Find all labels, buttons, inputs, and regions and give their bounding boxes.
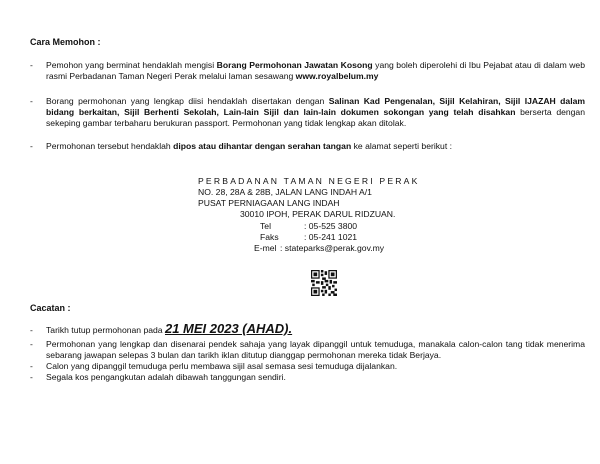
- text-run: Borang permohonan yang lengkap diisi hendaklah disertakan dengan: [46, 96, 329, 106]
- text-run: berserta dengan sekeping gambar terbaharu berukuran passport. Permohonan yang tidak lengkap akan ditolak.: [46, 107, 585, 128]
- form-name: Borang Permohonan Jawatan Kosong: [216, 60, 373, 70]
- email-label: E-mel: [254, 243, 277, 253]
- list-item: [30, 141, 585, 152]
- text-run: yang boleh diperolehi di Ibu Pejabat atau di dalam web rasmi Perbadanan Taman Negeri Perak melalui laman sesawang: [46, 60, 585, 81]
- bullet-text: [46, 60, 585, 82]
- bullet-dash: -: [30, 372, 33, 382]
- bullet-dash: -: [30, 96, 33, 106]
- address-line: 30010 IPOH, PERAK DARUL RIDZUAN.: [240, 209, 396, 219]
- submission-method: dipos atau dihantar dengan serahan tangan: [173, 141, 352, 151]
- bullet-text: [46, 323, 585, 336]
- list-item: [30, 323, 585, 336]
- bullet-text: Calon yang dipanggil temuduga perlu membawa sijil asal semasa sesi temuduga dijalankan.: [46, 361, 398, 371]
- bullet-text: Permohonan yang lengkap dan disenarai pendek sahaja yang layak dipanggil untuk temuduga, manakala calon-calon tang tidak menerima sebarang jawapan selepas 3 bulan dan tarikh iklan ditutup dianggap permohonan mereka tidak Berjaya.: [46, 339, 585, 360]
- bullet-dash: -: [30, 325, 33, 335]
- faks-label: Faks: [260, 232, 279, 242]
- organisation-name: PERBADANAN TAMAN NEGERI PERAK: [198, 176, 420, 186]
- faks-value: : 05-241 1021: [304, 232, 358, 242]
- closing-date: 21 MEI 2023 (AHAD).: [164, 321, 293, 336]
- bullet-dash: -: [30, 339, 33, 349]
- text-run: Permohonan tersebut hendaklah: [46, 141, 174, 151]
- email-value: : stateparks@perak.gov.my: [280, 243, 385, 253]
- bullet-text: Segala kos pengangkutan adalah dibawah tanggungan sendiri.: [46, 372, 286, 382]
- bullet-dash: -: [30, 361, 33, 371]
- tel-label: Tel: [260, 221, 271, 231]
- cacatan-heading: Cacatan :: [30, 303, 71, 313]
- list-item: [30, 60, 585, 82]
- text-run: Pemohon yang berminat hendaklah mengisi: [46, 60, 217, 70]
- address-line: NO. 28, 28A & 28B, JALAN LANG INDAH A/1: [198, 187, 372, 197]
- bullet-text: [46, 96, 585, 129]
- list-item: [30, 361, 585, 372]
- text-run: ke alamat seperti berikut :: [351, 141, 453, 151]
- website-link[interactable]: www.royalbelum.my: [295, 71, 379, 81]
- qr-code-icon: [311, 270, 337, 296]
- list-item: [30, 372, 585, 383]
- cara-memohon-heading: Cara Memohon :: [30, 37, 101, 47]
- text-run: Tarikh tutup permohonan pada: [46, 325, 165, 335]
- tel-value: : 05-525 3800: [304, 221, 358, 231]
- list-item: [30, 339, 585, 361]
- required-documents: Salinan Kad Pengenalan, Sijil Kelahiran, Sijil IJAZAH dalam bidang berkaitan, Sijil Berhenti Sekolah, Lain-lain Sijil dan lain-lain dokumen sokongan yang telah disahkan: [46, 96, 585, 117]
- list-item: [30, 96, 585, 129]
- bullet-text: [46, 141, 585, 152]
- address-line: PUSAT PERNIAGAAN LANG INDAH: [198, 198, 340, 208]
- bullet-dash: -: [30, 60, 33, 70]
- bullet-dash: -: [30, 141, 33, 151]
